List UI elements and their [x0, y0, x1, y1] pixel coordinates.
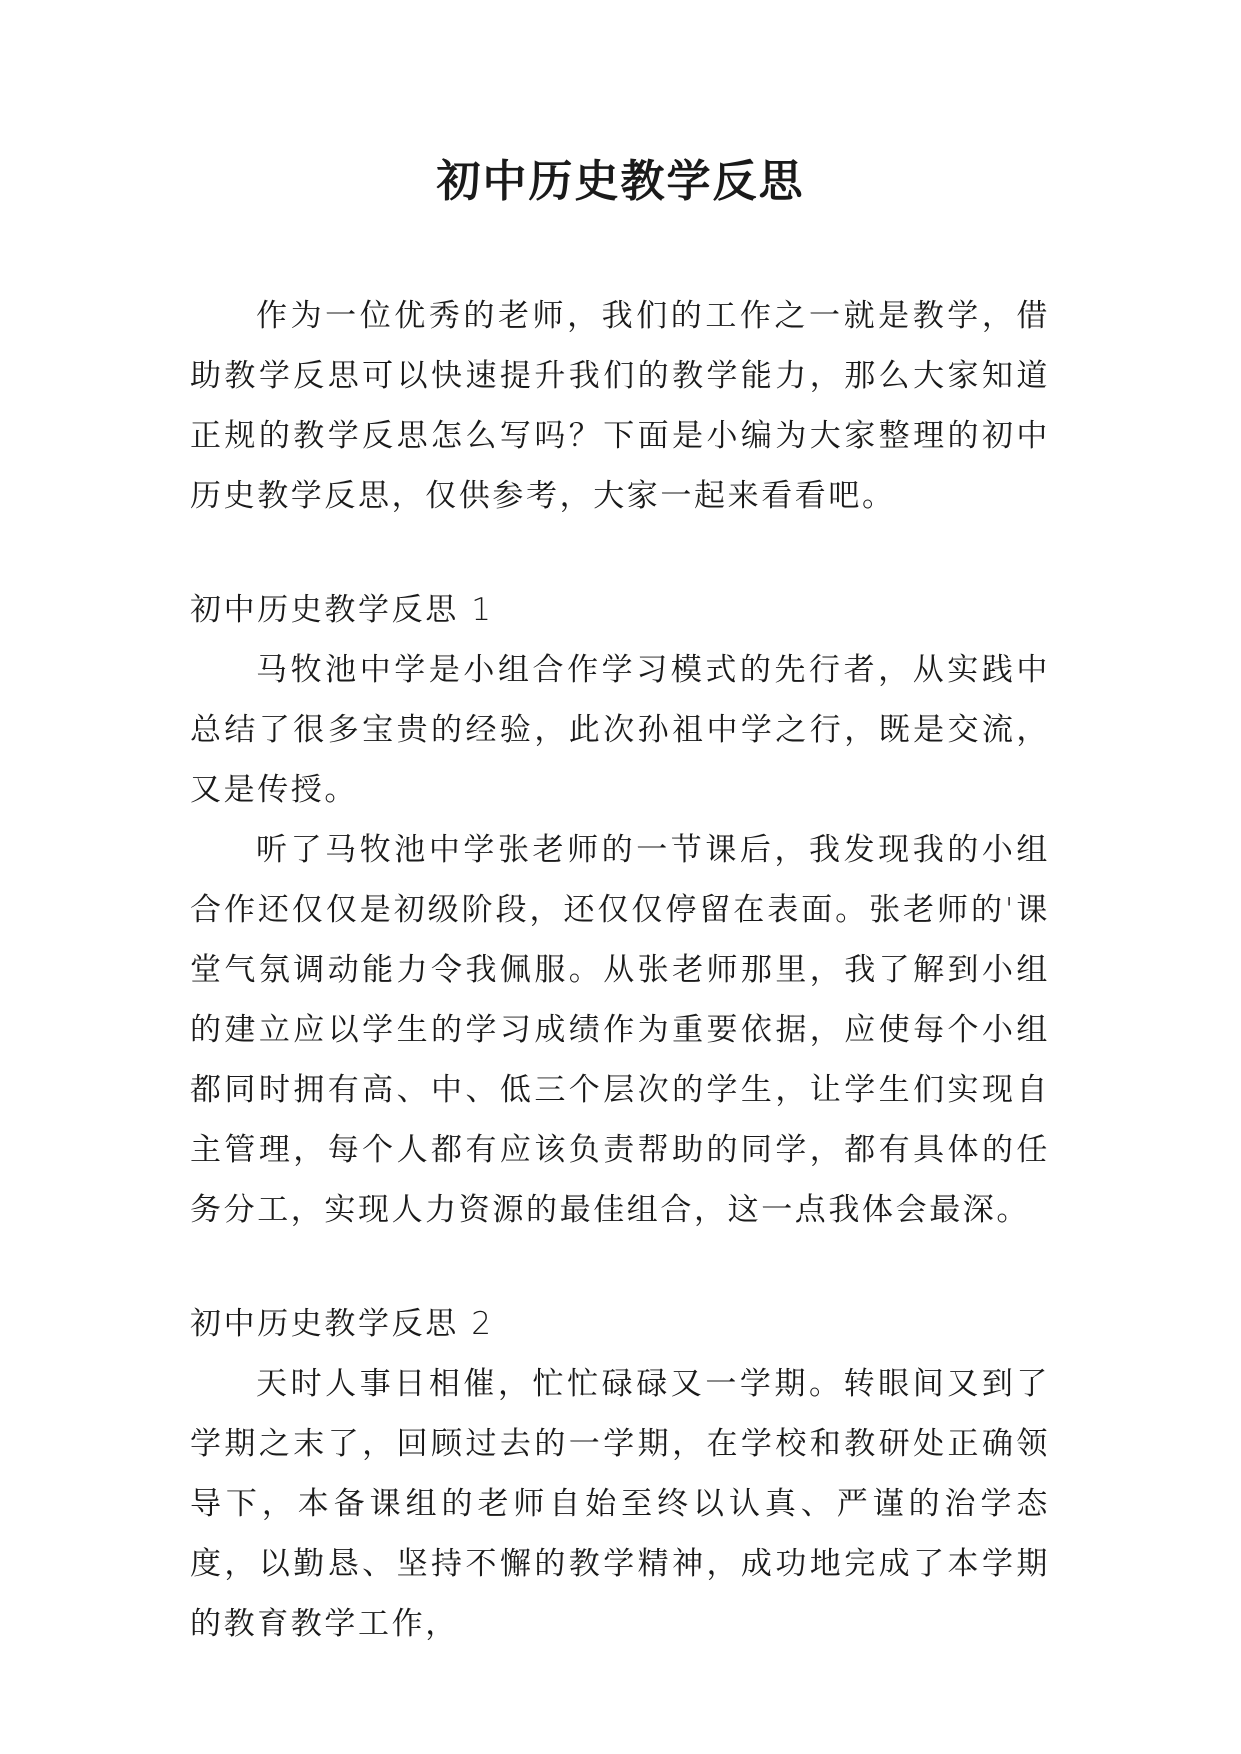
body-paragraph: 听了马牧池中学张老师的一节课后，我发现我的小组合作还仅仅是初级阶段，还仅仅停留在表面。张老师的'课堂气氛调动能力令我佩服。从张老师那里，我了解到小组的建立应以学生的学习成绩作为重要依据，应使每个小组都同时拥有高、中、低三个层次的学生，让学生们实现自主管理，每个人都有应该负责帮助的同学，都有具体的任务分工，实现人力资源的最佳组合，这一点我体会最深。 — [190, 832, 1050, 1228]
body-paragraph: 天时人事日相催，忙忙碌碌又一学期。转眼间又到了学期之末了，回顾过去的一学期，在学校和教研处正确领导下，本备课组的老师自始至终以认真、严谨的治学态度，以勤恳、坚持不懈的教学精神，成功地完成了本学期的教育教学工作， — [190, 1366, 1050, 1642]
page-title: 初中历史教学反思 — [436, 156, 805, 207]
intro-paragraph: 作为一位优秀的老师，我们的工作之一就是教学，借助教学反思可以快速提升我们的教学能力，那么大家知道正规的教学反思怎么写吗？下面是小编为大家整理的初中历史教学反思，仅供参考，大家一起来看看吧。 — [190, 298, 1050, 514]
section-heading: 初中历史教学反思 2 — [190, 1306, 494, 1342]
section-spacer — [190, 1240, 1050, 1294]
document-body — [190, 286, 1050, 1654]
section-heading: 初中历史教学反思 1 — [190, 592, 494, 628]
body-paragraph: 马牧池中学是小组合作学习模式的先行者，从实践中总结了很多宝贵的经验，此次孙祖中学之行，既是交流，又是传授。 — [190, 652, 1050, 808]
section-spacer — [190, 526, 1050, 580]
